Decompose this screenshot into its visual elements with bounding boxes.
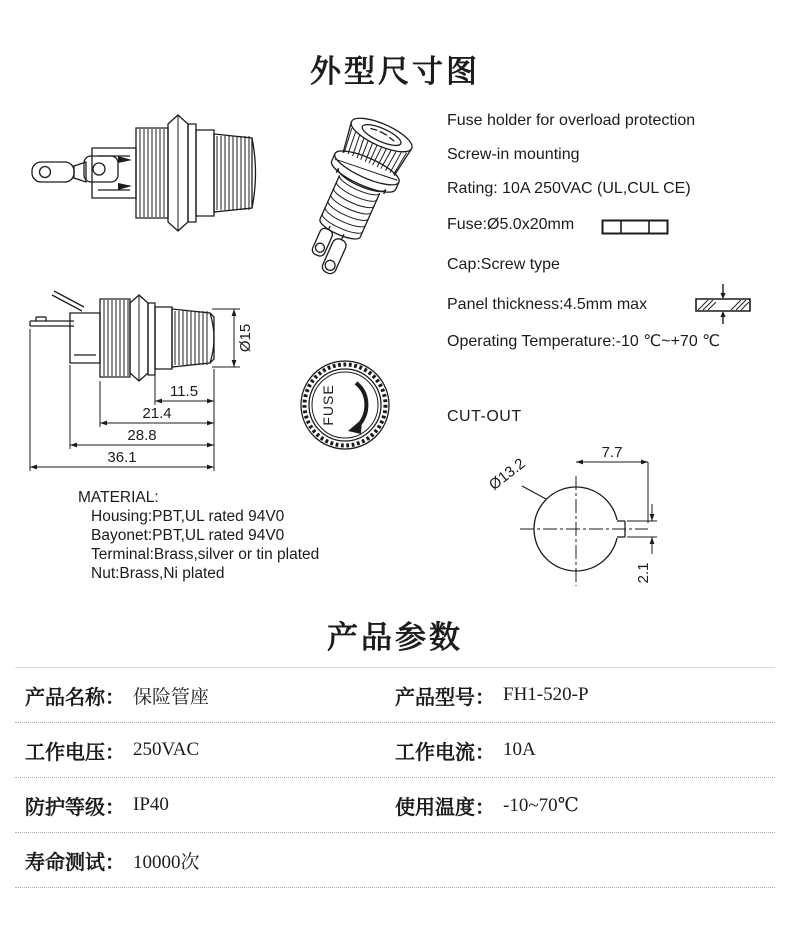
thread-section xyxy=(136,128,168,218)
fuse-size-icon xyxy=(601,219,669,235)
param-label: 使用温度： xyxy=(395,796,495,819)
bottom-terminals xyxy=(306,223,351,275)
dim-label-d15: Ø15 xyxy=(237,323,254,353)
cap-fuse-text: FUSE xyxy=(320,384,336,426)
material-terminal: Terminal:Brass,silver or tin plated xyxy=(91,546,320,563)
material-heading: MATERIAL: xyxy=(78,489,159,506)
spec-line-fuse-size: Fuse:Ø5.0x20mm xyxy=(447,216,575,233)
param-label: 寿命测试： xyxy=(25,851,125,874)
side-view-drawing xyxy=(28,98,268,253)
param-label: 产品型号： xyxy=(395,686,495,709)
param-value: -10~70℃ xyxy=(503,794,579,816)
perspective-drawing xyxy=(274,110,432,302)
holder-body xyxy=(92,148,136,198)
param-value: 250VAC xyxy=(133,739,200,760)
dim-label-7-7: 7.7 xyxy=(601,444,623,461)
dim-label-d13-2: Ø13.2 xyxy=(485,455,529,494)
spec-line-overload: Fuse holder for overload protection xyxy=(447,112,696,129)
dim-label-2-1: 2.1 xyxy=(635,562,652,584)
param-label: 防护等级： xyxy=(25,796,125,819)
cap-section xyxy=(196,130,256,216)
dimension-2-1 xyxy=(627,504,657,583)
table-row xyxy=(15,723,775,778)
param-value: 10000次 xyxy=(133,851,200,873)
cutout-drawing xyxy=(452,428,667,598)
page-title: 外型尺寸图 xyxy=(310,54,480,89)
table-row xyxy=(15,778,775,833)
dim-label-28-8: 28.8 xyxy=(127,427,157,444)
table-row xyxy=(15,668,775,723)
dimension-horizontal xyxy=(30,329,214,471)
dimension-d15 xyxy=(212,309,254,367)
param-value: FH1-520-P xyxy=(503,684,589,705)
spec-line-rating: Rating: 10A 250VAC (UL,CUL CE) xyxy=(447,180,691,197)
spec-line-mounting: Screw-in mounting xyxy=(447,146,580,163)
spec-line-operating-temp: Operating Temperature:-10 ℃~+70 ℃ xyxy=(447,333,721,350)
dimension-d13-2 xyxy=(486,455,546,499)
dimensioned-side-view-drawing xyxy=(22,283,272,478)
dim-label-21-4: 21.4 xyxy=(142,405,172,422)
hex-nut xyxy=(168,115,196,231)
knurl-ring xyxy=(305,365,386,446)
material-block xyxy=(78,488,319,583)
cap-front-view-drawing xyxy=(293,357,401,455)
dim-label-36-1: 36.1 xyxy=(107,449,137,466)
param-label: 工作电流： xyxy=(395,741,495,764)
spec-line-cap-type: Cap:Screw type xyxy=(447,256,560,273)
drawing-body xyxy=(30,291,214,381)
material-bayonet: Bayonet:PBT,UL rated 94V0 xyxy=(91,527,285,544)
param-label: 产品名称： xyxy=(25,686,125,709)
param-value: 保险管座 xyxy=(133,686,210,708)
flange xyxy=(327,145,403,200)
dim-label-11-5: 11.5 xyxy=(169,383,199,400)
spec-line-panel-thickness: Panel thickness:4.5mm max xyxy=(447,296,648,313)
cap-top xyxy=(347,112,416,159)
cutout-heading: CUT-OUT xyxy=(447,408,522,425)
screw-direction-arrow xyxy=(356,383,366,426)
material-nut: Nut:Brass,Ni plated xyxy=(91,565,225,582)
param-label: 工作电压： xyxy=(25,741,125,764)
table-row xyxy=(15,833,775,888)
param-value: 10A xyxy=(503,739,536,760)
params-table xyxy=(15,667,775,888)
dimension-7-7 xyxy=(576,444,648,523)
param-value: IP40 xyxy=(133,794,169,815)
panel-thickness-icon xyxy=(694,284,752,324)
terminal-lugs xyxy=(32,156,118,182)
material-housing: Housing:PBT,UL rated 94V0 xyxy=(91,508,285,525)
params-title: 产品参数 xyxy=(327,620,463,655)
threaded-body xyxy=(317,175,379,243)
